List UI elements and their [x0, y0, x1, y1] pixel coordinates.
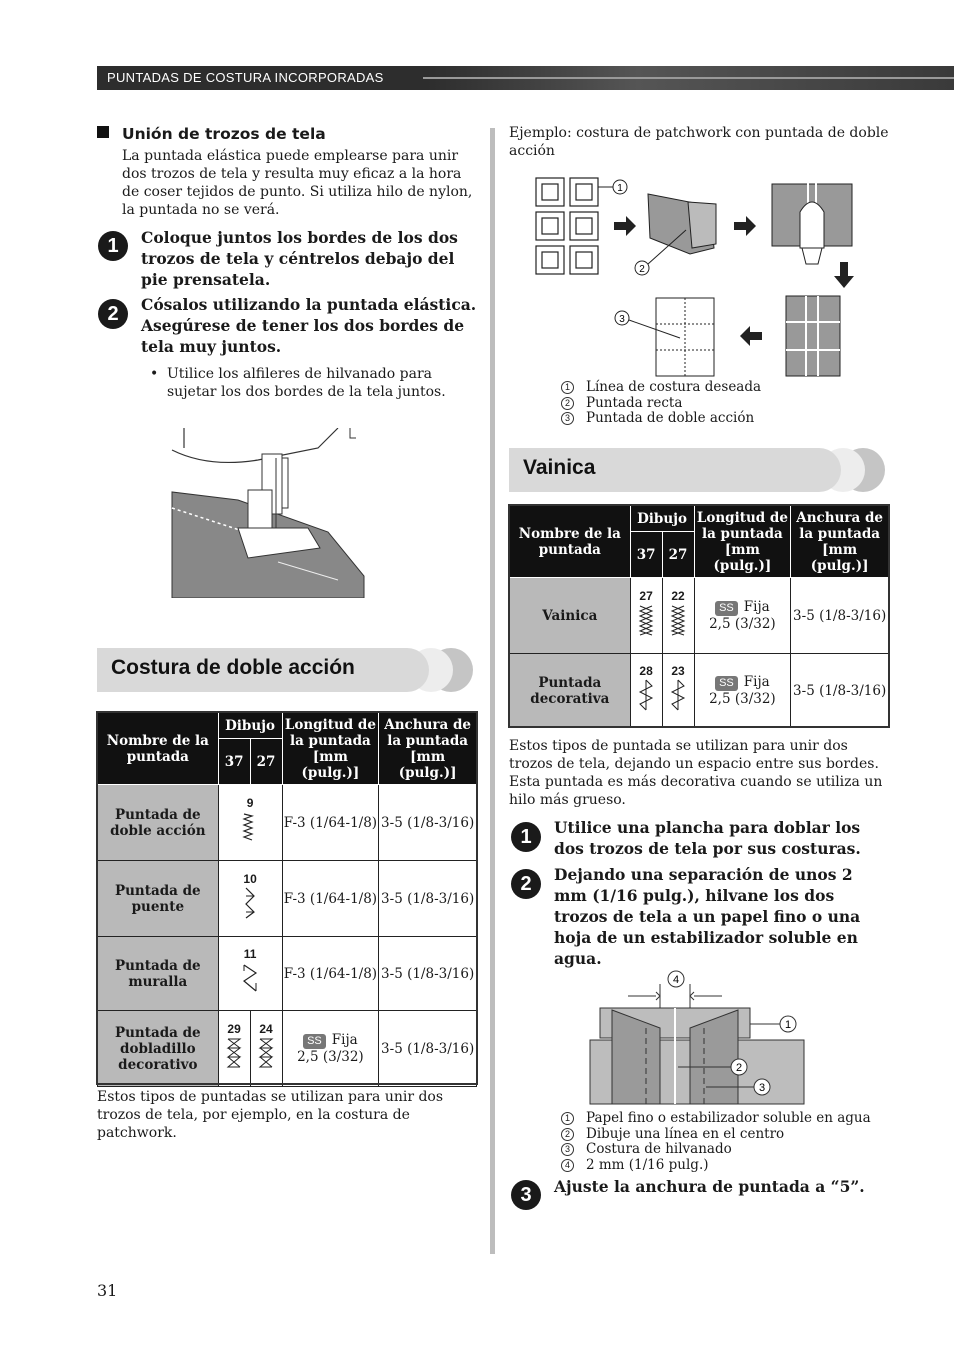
page-number: 31: [97, 1281, 118, 1300]
vainica-step-2-number: 2: [511, 869, 541, 899]
table-row: [510, 654, 889, 728]
legend-item: [561, 1127, 871, 1143]
row-length: 2,5 (3/32): [709, 691, 776, 707]
legend-number: 1: [561, 381, 574, 394]
bullet-dot: •: [150, 366, 159, 382]
th-width: Anchura de la puntada [mm (pulg.)]: [379, 713, 477, 785]
svg-text:4: 4: [672, 974, 680, 986]
th-width: Anchura de la puntada [mm (pulg.)]: [791, 506, 889, 578]
legend-number: 1: [561, 1112, 574, 1125]
doble-accion-table: [97, 712, 477, 1087]
svg-text:1: 1: [784, 1019, 792, 1031]
pattern-number: 28: [639, 664, 653, 678]
svg-text:2: 2: [735, 1062, 743, 1074]
th-27: 27: [662, 532, 694, 578]
decorative-hem-stitch-icon: [225, 1036, 243, 1070]
legend-text: Dibuje una línea en el centro: [586, 1125, 785, 1142]
row-width: 3-5 (1/8-3/16): [379, 861, 477, 937]
row-length: 2,5 (3/32): [709, 616, 776, 632]
legend-basting: [561, 1111, 871, 1173]
basting-illustration: [586, 968, 816, 1108]
pattern-cell-37: [630, 578, 662, 654]
ss-badge: SS: [715, 601, 738, 616]
svg-text:3: 3: [619, 314, 625, 325]
example-caption: Ejemplo: costura de patchwork con puntada de doble acción: [509, 125, 889, 159]
legend-text: Papel fino o estabilizador soluble en agua: [586, 1110, 871, 1126]
page-header: [97, 66, 954, 90]
pattern-cell: [218, 785, 282, 861]
table-row: [510, 578, 889, 654]
svg-text:1: 1: [617, 183, 623, 194]
table-row: [98, 861, 477, 937]
th-37: 37: [630, 532, 662, 578]
vainica-step-3-number: 3: [511, 1180, 541, 1210]
row-width: 3-5 (1/8-3/16): [379, 937, 477, 1011]
step-2-number: 2: [98, 299, 128, 329]
legend-item: [561, 380, 761, 396]
th-dibujo: Dibujo: [218, 713, 282, 739]
vainica-step-2-text: Dejando una separación de unos 2 mm (1/16 pulg.), hilvane los dos trozos de tela a un papel fino o una hoja de un estabilizador soluble en agua.: [554, 865, 861, 968]
decorative-hem-stitch-icon: [257, 1036, 275, 1070]
row-width: 3-5 (1/8-3/16): [379, 1011, 477, 1087]
row-width: 3-5 (1/8-3/16): [379, 785, 477, 861]
double-action-stitch-icon: [240, 810, 260, 844]
vainica-table: [509, 505, 889, 728]
row-name: Vainica: [510, 578, 631, 654]
step-1-number: 1: [98, 231, 128, 261]
step-2-text: Cósalos utilizando la puntada elástica. Asegúrese de tener los dos bordes de tela muy juntos.: [141, 295, 477, 356]
vainica-step-1-number: 1: [511, 822, 541, 852]
legend-number: 3: [561, 1143, 574, 1156]
legend-number: 3: [561, 412, 574, 425]
row-width: 3-5 (1/8-3/16): [791, 578, 889, 654]
vainica-body: Estos tipos de puntada se utilizan para unir dos trozos de tela, dejando un espacio entre sus bordes. Esta puntada es más decorativa cuando se utiliza un hilo más grueso.: [509, 738, 883, 808]
legend-patchwork: [561, 380, 761, 427]
bridge-stitch-icon: [240, 886, 260, 920]
pattern-number: 27: [639, 589, 653, 603]
pattern-number: 29: [227, 1022, 241, 1036]
table-row: [98, 1011, 477, 1087]
pattern-number: 22: [671, 589, 685, 603]
sewing-foot-illustration: [168, 428, 368, 598]
legend-text: Puntada recta: [586, 394, 683, 411]
pattern-number: 9: [246, 796, 254, 810]
header-title: PUNTADAS DE COSTURA INCORPORADAS: [107, 70, 384, 85]
row-length-cell: [282, 1011, 379, 1087]
pattern-cell: [218, 861, 282, 937]
th-length: Longitud de la puntada [mm (pulg.)]: [694, 506, 791, 578]
fija-label: Fija: [331, 1032, 358, 1048]
section-title-doble-accion: Costura de doble acción: [111, 656, 355, 679]
union-title: Unión de trozos de tela: [122, 125, 326, 143]
row-length: F-3 (1/64-1/8): [282, 861, 379, 937]
ss-badge: SS: [715, 676, 738, 691]
step-1-text: Coloque juntos los bordes de los dos trozos de tela y céntrelos debajo del pie prensatela.: [141, 228, 458, 289]
patchwork-illustration: [530, 172, 870, 382]
doble-accion-footer: Estos tipos de puntadas se utilizan para unir dos trozos de tela, por ejemplo, en la costura de patchwork.: [97, 1089, 444, 1141]
row-name: Puntada decorativa: [510, 654, 631, 728]
th-name: Nombre de la puntada: [510, 506, 631, 578]
row-length: F-3 (1/64-1/8): [282, 785, 379, 861]
pattern-cell-37: [218, 1011, 250, 1087]
th-27: 27: [250, 739, 282, 785]
legend-text: Costura de hilvanado: [586, 1141, 732, 1157]
legend-item: [561, 1142, 871, 1158]
th-37: 37: [218, 739, 250, 785]
fija-label: Fija: [743, 674, 770, 690]
fija-label: Fija: [743, 599, 770, 615]
pattern-cell-27: [250, 1011, 282, 1087]
row-name: Puntada de doble acción: [98, 785, 219, 861]
legend-number: 4: [561, 1159, 574, 1172]
ss-badge: SS: [303, 1034, 326, 1049]
square-bullet-icon: [97, 126, 109, 138]
legend-text: 2 mm (1/16 pulg.): [586, 1156, 709, 1173]
th-name: Nombre de la puntada: [98, 713, 219, 785]
pattern-number: 23: [671, 664, 685, 678]
section-doble-accion: [97, 648, 477, 692]
legend-item: [561, 396, 761, 412]
decorative-stitch-icon: [637, 678, 655, 712]
pattern-number: 10: [243, 872, 257, 886]
row-length: F-3 (1/64-1/8): [282, 937, 379, 1011]
vainica-step-3-text: Ajuste la anchura de puntada a “5”.: [554, 1177, 865, 1196]
row-width: 3-5 (1/8-3/16): [791, 654, 889, 728]
pattern-number: 24: [259, 1022, 273, 1036]
legend-text: Puntada de doble acción: [586, 410, 755, 426]
wall-stitch-icon: [240, 961, 260, 995]
faggoting-stitch-icon: [669, 603, 687, 637]
column-divider: [490, 128, 495, 1254]
legend-item: [561, 1158, 871, 1174]
legend-number: 2: [561, 1128, 574, 1141]
svg-text:2: 2: [639, 264, 645, 275]
table-row: [98, 937, 477, 1011]
vainica-step-1-text: Utilice una plancha para doblar los dos trozos de tela por sus costuras.: [554, 818, 861, 858]
pattern-cell-27: [662, 578, 694, 654]
section-vainica: [509, 448, 887, 492]
row-name: Puntada de dobladillo decorativo: [98, 1011, 219, 1087]
pattern-cell-27: [662, 654, 694, 728]
row-length-cell: [694, 654, 791, 728]
faggoting-stitch-icon: [637, 603, 655, 637]
svg-text:3: 3: [758, 1082, 766, 1094]
th-dibujo: Dibujo: [630, 506, 694, 532]
legend-number: 2: [561, 397, 574, 410]
row-name: Puntada de muralla: [98, 937, 219, 1011]
legend-item: [561, 411, 761, 427]
pattern-number: 11: [243, 947, 257, 961]
bullet-text: Utilice los alfileres de hilvanado para sujetar los dos bordes de la tela juntos.: [167, 366, 446, 400]
th-length: Longitud de la puntada [mm (pulg.)]: [282, 713, 379, 785]
pattern-cell: [218, 937, 282, 1011]
legend-text: Línea de costura deseada: [586, 379, 762, 395]
row-length: 2,5 (3/32): [297, 1049, 364, 1065]
legend-item: [561, 1111, 871, 1127]
row-name: Puntada de puente: [98, 861, 219, 937]
union-body: La puntada elástica puede emplearse para unir dos trozos de tela y resulta muy eficaz a la hora de coser tejidos de punto. Si utiliza hilo de nylon, la puntada no se verá.: [122, 148, 473, 218]
row-length-cell: [694, 578, 791, 654]
decorative-stitch-icon: [669, 678, 687, 712]
section-title-vainica: Vainica: [523, 456, 596, 479]
table-row: [98, 785, 477, 861]
pattern-cell-37: [630, 654, 662, 728]
